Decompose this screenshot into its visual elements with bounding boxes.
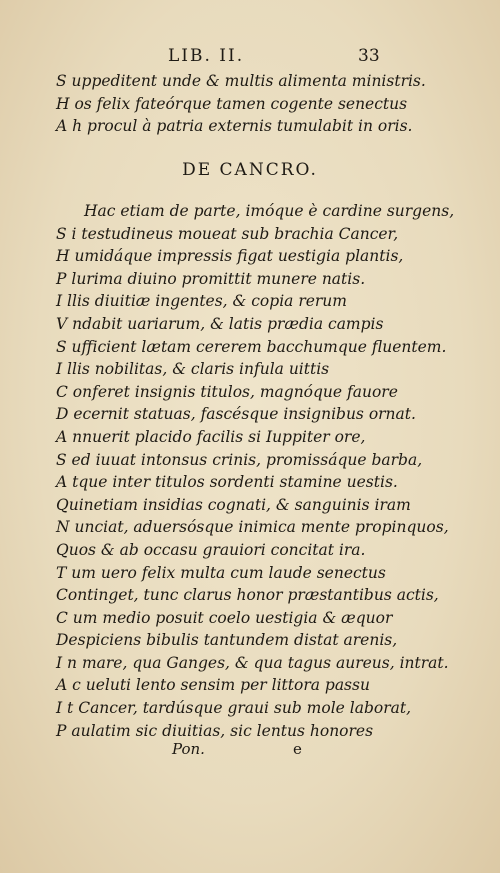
verse-line: N unciat, aduersósque inimica mente propinquos, — [56, 518, 449, 537]
verse-line: Hac etiam de parte, imóque è cardine surgens, — [84, 202, 455, 220]
verse-line: S uppeditent unde & multis alimenta ministris. — [56, 72, 426, 90]
verse-line: I llis nobilitas, & claris infula uittis — [56, 360, 330, 379]
verse-line: P aulatim sic diuitias, sic lentus honores — [56, 721, 374, 740]
top-verses — [56, 70, 466, 138]
verse-line: Quinetiam insidias cognati, & sanguinis iram — [56, 495, 411, 514]
catchword: Pon. — [172, 740, 205, 758]
verse-line: T um uero felix multa cum laude senectus — [56, 563, 386, 582]
verse-line: H umidáque impressis figat uestigia plantis, — [56, 247, 404, 266]
verse-line: S i testudineus moueat sub brachia Cancer, — [56, 224, 399, 243]
verse-line: C um medio posuit coelo uestigia & æquor — [56, 608, 393, 627]
verse-line: I llis diuitiæ ingentes, & copia rerum — [56, 292, 347, 311]
verse-line: A c ueluti lento sensim per littora passu — [56, 676, 370, 695]
verse-line: I n mare, qua Ganges, & qua tagus aureus, intrat. — [56, 653, 449, 672]
verse-line: C onferet insignis titulos, magnóque fauore — [56, 382, 398, 401]
verse-line: V ndabit uariarum, & latis prædia campis — [56, 314, 384, 333]
verse-line: S ed iuuat intonsus crinis, promissáque barba, — [56, 450, 423, 469]
verse-line: A nnuerit placido facilis si Iuppiter ore, — [56, 427, 366, 446]
verse-line: Continget, tunc clarus honor præstantibus actis, — [56, 586, 439, 605]
verse-line: A tque inter titulos sordenti stamine uestis. — [56, 473, 398, 492]
verse-line: Quos & ab occasu grauiori concitat ira. — [56, 540, 366, 559]
verse-line: D ecernit statuas, fascésque insignibus ornat. — [56, 405, 416, 424]
signature-mark: e — [293, 740, 302, 758]
page-number: 33 — [358, 46, 380, 66]
verse-line: S ufficient lætam cererem bacchumque fluentem. — [56, 337, 447, 356]
section-heading: DE CANCRO. — [182, 160, 318, 180]
verse-line: A h procul à patria externis tumulabit in oris. — [56, 117, 413, 136]
running-title: LIB. II. — [168, 46, 245, 66]
verse-line: I t Cancer, tardúsque graui sub mole laborat, — [56, 699, 412, 718]
verse-line: P lurima diuino promittit munere natis. — [56, 269, 366, 288]
poem-body — [56, 200, 466, 742]
page-header — [0, 46, 500, 70]
verse-line: H os felix fateórque tamen cogente senectus — [56, 94, 408, 113]
verse-line: Despiciens bibulis tantundem distat arenis, — [56, 631, 398, 650]
page-footer — [0, 740, 500, 764]
